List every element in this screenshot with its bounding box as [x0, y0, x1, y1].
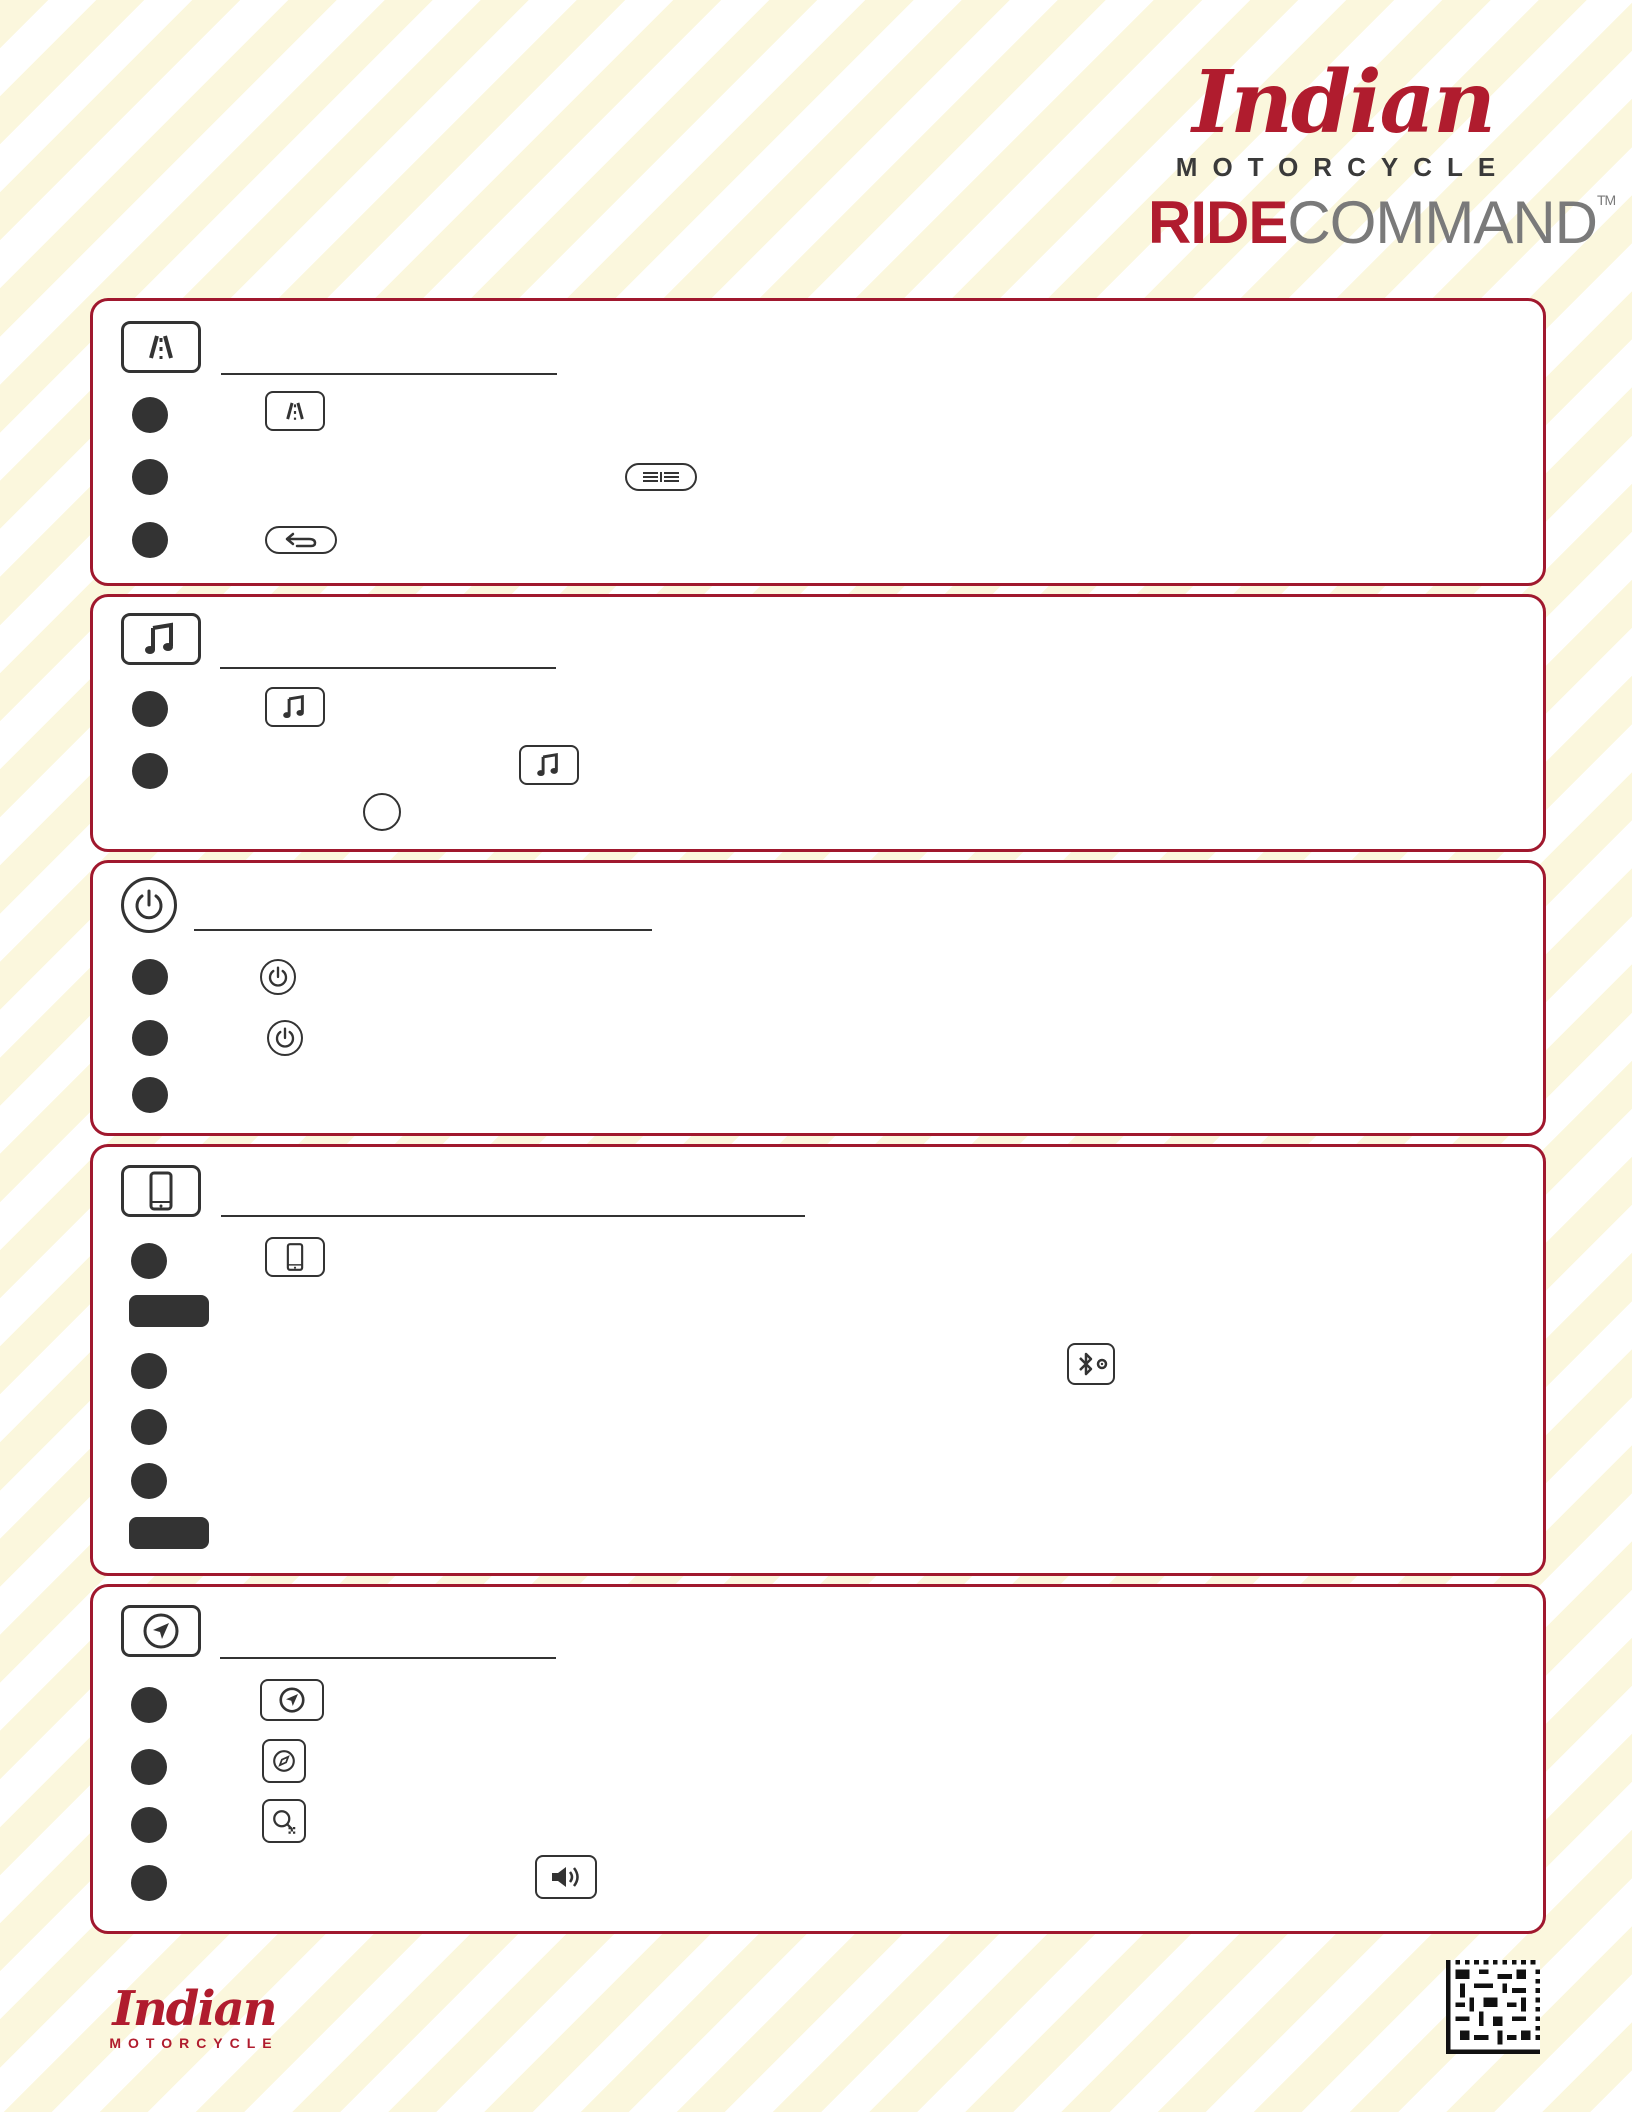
step-1-dot [131, 1243, 167, 1279]
step-2-dot [132, 1020, 168, 1056]
music-note-icon[interactable] [519, 745, 579, 785]
step-2-dot [132, 459, 168, 495]
qr-code [1446, 1960, 1540, 2054]
music-note-icon [121, 613, 201, 665]
step-1-dot [131, 1687, 167, 1723]
search-destination-icon[interactable] [262, 1799, 306, 1843]
power-icon[interactable] [260, 959, 296, 995]
power-icon [121, 877, 177, 933]
audio-title-line [220, 667, 556, 669]
step-4-dot [131, 1463, 167, 1499]
ride-panel [90, 298, 1546, 586]
step-1-dot [132, 397, 168, 433]
step-3-dot [131, 1409, 167, 1445]
step-1-dot [132, 691, 168, 727]
bluetooth-settings-icon[interactable] [1067, 1343, 1115, 1385]
back-icon[interactable] [265, 526, 337, 554]
ride-command-brand [1148, 52, 1616, 256]
navigation-icon [121, 1605, 201, 1657]
phone-icon[interactable] [265, 1237, 325, 1277]
power-icon[interactable] [267, 1020, 303, 1056]
footer-motorcycle-wordmark: MOTORCYCLE [109, 2035, 279, 2051]
power-title-line [194, 929, 652, 931]
step-4-dot [131, 1865, 167, 1901]
ride-title-line [221, 373, 557, 375]
navigation-panel [90, 1584, 1546, 1934]
compass-icon[interactable] [262, 1739, 306, 1783]
navigation-title-line [220, 1657, 556, 1659]
ride-command-icon[interactable] [265, 391, 325, 431]
step-2-dot [132, 753, 168, 789]
select-circle-button[interactable] [363, 793, 401, 831]
music-note-icon[interactable] [265, 687, 325, 727]
phone-title-line [221, 1215, 805, 1217]
ride-command-wordmark [1148, 189, 1616, 256]
step-1-dot [132, 959, 168, 995]
footer-logo-script: Indian [112, 1981, 276, 2037]
footer-indian-logo [94, 1981, 294, 2051]
step-2-dot [131, 1353, 167, 1389]
menu-icon[interactable] [625, 463, 697, 491]
navigation-icon[interactable] [260, 1679, 324, 1721]
step-3-dot [131, 1807, 167, 1843]
step-3-dot [132, 522, 168, 558]
step-3-dot [132, 1077, 168, 1113]
ride-text: RIDE [1148, 189, 1288, 256]
command-text: COMMAND [1287, 189, 1597, 256]
phone-icon [121, 1165, 201, 1217]
audio-panel [90, 594, 1546, 852]
indian-logo: Indian [1192, 52, 1494, 153]
motorcycle-wordmark: MOTORCYCLE [1175, 152, 1511, 182]
step-2-dot [131, 1749, 167, 1785]
ride-command-icon [121, 321, 201, 373]
volume-icon[interactable] [535, 1855, 597, 1899]
note-badge [129, 1517, 209, 1549]
power-panel [90, 860, 1546, 1136]
note-badge [129, 1295, 209, 1327]
phone-panel [90, 1144, 1546, 1576]
trademark: TM [1597, 192, 1616, 208]
